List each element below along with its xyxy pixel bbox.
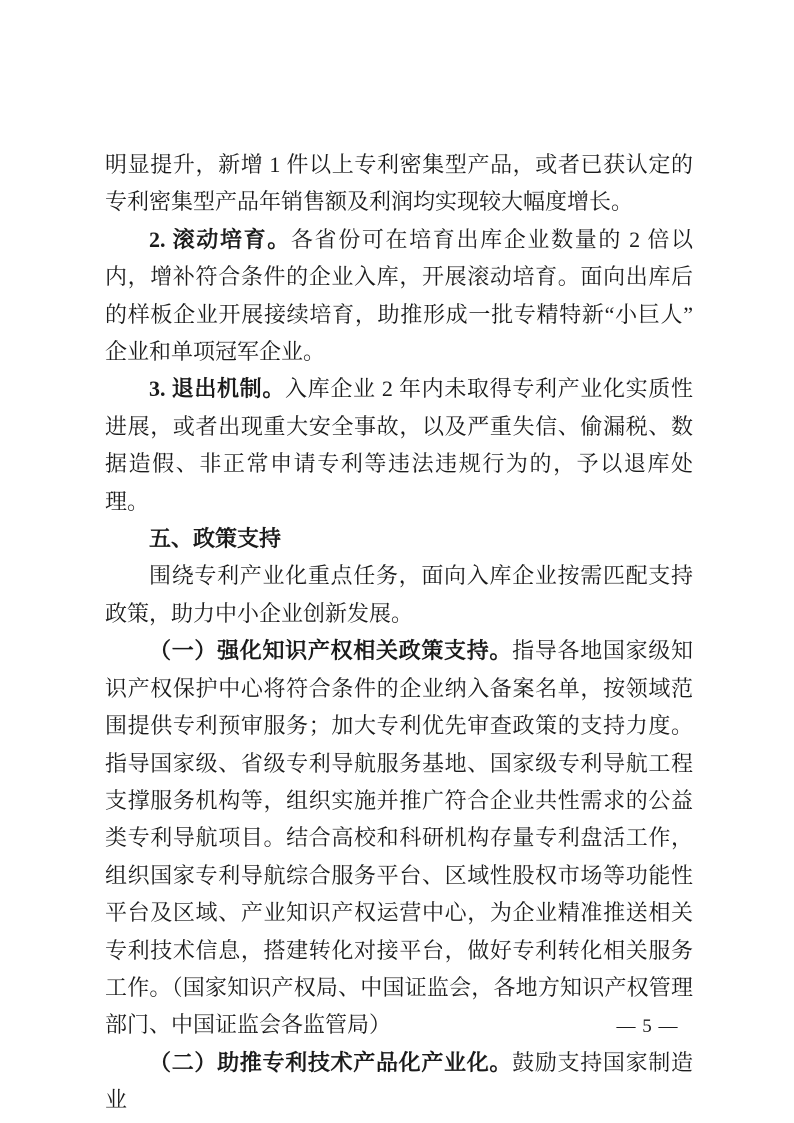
page-number: — 5 —: [616, 1016, 679, 1037]
paragraph-productization: [105, 1044, 693, 1119]
paragraph-text: 明显提升，新增 1 件以上专利密集型产品，或者已获认定的专利密集型产品年销售额及利润均实现较大幅度增长。: [105, 152, 693, 215]
paragraph-text: 指导各地国家级知识产权保护中心将符合条件的企业纳入备案名单，按领域范围提供专利预审服务；加大专利优先审查政策的支持力度。指导国家级、省级专利导航服务基地、国家级专利导航工程支撑服务机构等，组织实施并推广符合企业共性需求的公益类专利导航项目。结合高校和科研机构存量专利盘活工作，组织国家专利导航综合服务平台、区域性股权市场等功能性平台及区域、产业知识产权运营中心，为企业精准推送相关专利技术信息，搭建转化对接平台，做好专利转化相关服务工作。（国家知识产权局、中国证监会，各地方知识产权管理部门、中国证监会各监管局）: [105, 638, 693, 1038]
paragraph-lead: （一）强化知识产权相关政策支持。: [149, 638, 513, 664]
paragraph-continuation: [105, 146, 693, 221]
paragraph-text: 入库企业 2 年内未取得专利产业化实质性进展，或者出现重大安全事故，以及严重失信、偷漏税、数据造假、非正常申请专利等违法违规行为的，予以退库处理。: [105, 376, 693, 514]
paragraph-lead: （二）助推专利技术产品化产业化。: [149, 1049, 513, 1075]
paragraph-lead: 2. 滚动培育。: [149, 226, 291, 252]
paragraph-ipr-policy-support: [105, 632, 693, 1043]
paragraph-lead: 3. 退出机制。: [149, 376, 285, 402]
document-body: [105, 146, 693, 1119]
paragraph-text: 鼓励支持国家制造业: [105, 1049, 693, 1113]
paragraph-text: 围绕专利产业化重点任务，面向入库企业按需匹配支持政策，助力中小企业创新发展。: [105, 563, 693, 626]
paragraph-rolling-cultivation: [105, 221, 693, 371]
paragraph-exit-mechanism: [105, 370, 693, 520]
paragraph-policy-intro: [105, 557, 693, 632]
paragraph-text: 各省份可在培育出库企业数量的 2 倍以内，增补符合条件的企业入库，开展滚动培育。面向出库后的样板企业开展接续培育，助推形成一批专精特新“小巨人”企业和单项冠军企业。: [105, 226, 693, 365]
section-heading-policy-support: [105, 520, 693, 557]
section-heading-text: 五、政策支持: [149, 526, 282, 552]
